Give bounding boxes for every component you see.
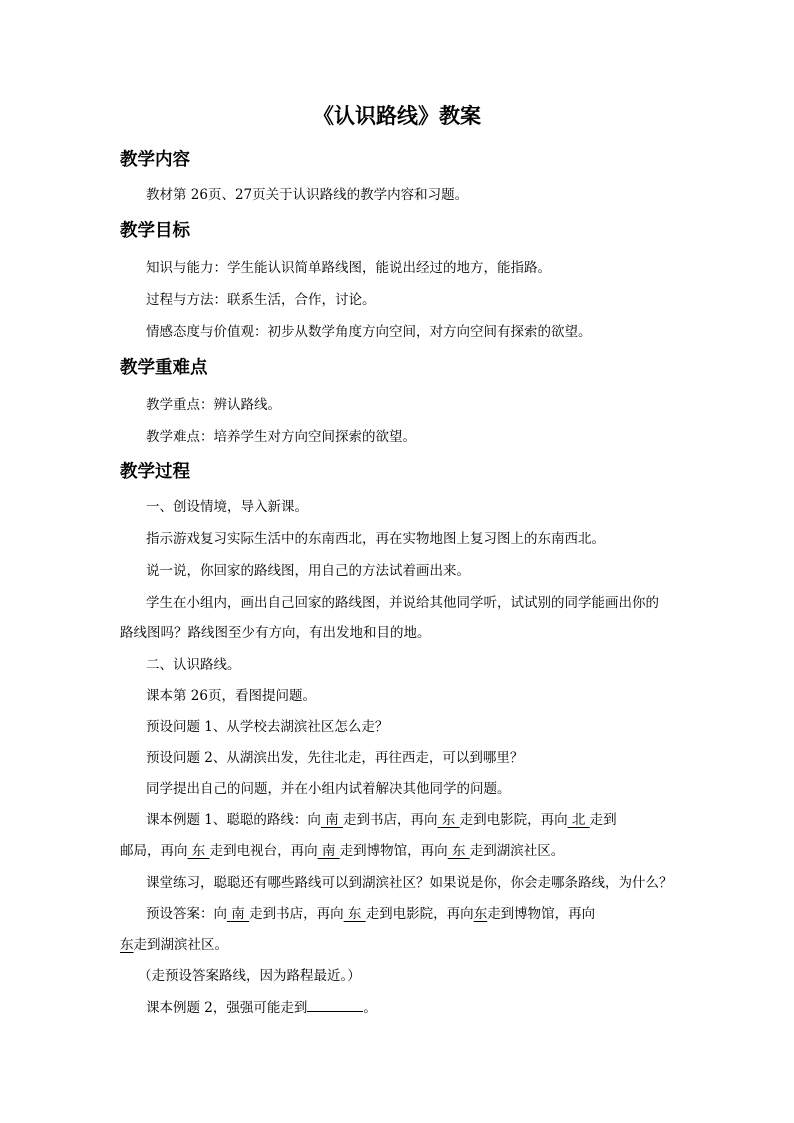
example-2-line xyxy=(146,997,377,1018)
classroom-exercise: 课堂练习，聪聪还有哪些路线可以到湖滨社区？如果说是你，你会走哪条路线，为什么？ xyxy=(146,875,673,891)
example-1-text: 走到湖滨社区。 xyxy=(469,843,565,859)
preset-question-2: 预设问题 2、从湖滨出发，先往北走，再往西走，可以到哪里？ xyxy=(146,750,524,766)
example-1-text: 走到博物馆，再向 xyxy=(339,843,448,859)
example-2-text: 课本例题 2，强强可能走到 xyxy=(146,1000,308,1016)
direction-answer: 北 xyxy=(567,812,590,828)
preset-answer-text: 走到博物馆，再向 xyxy=(487,906,596,922)
key-point-difficulty: 教学难点：培养学生对方向空间探索的欲望。 xyxy=(146,429,416,445)
example-1-text: 邮局，再向 xyxy=(120,843,188,859)
goal-item-process: 过程与方法：联系生活，合作，讨论。 xyxy=(146,292,376,308)
preset-answer-text: 走到湖滨社区。 xyxy=(133,937,228,953)
example-1-text: 走到 xyxy=(589,812,617,828)
process-paragraph-group-line1: 学生在小组内，画出自己回家的路线图，并说给其他同学听，试试别的同学能画出你的 xyxy=(146,595,659,611)
direction-answer: 东 xyxy=(120,937,134,953)
paragraph-content: 教材第 26页、27页关于认识路线的教学内容和习题。 xyxy=(146,187,469,203)
direction-answer: 东 xyxy=(437,812,460,828)
process-paragraph-textbook: 课本第 26页，看图提问题。 xyxy=(146,688,316,704)
key-point-focus: 教学重点：辨认路线。 xyxy=(146,397,281,413)
preset-question-1: 预设问题 1、从学校去湖滨社区怎么走？ xyxy=(146,719,389,735)
heading-teaching-content: 教学内容 xyxy=(120,150,190,170)
example-1-text: 课本例题 1、聪聪的路线：向 xyxy=(146,812,321,828)
process-paragraph-game: 指示游戏复习实际生活中的东南西北，再在实物地图上复习图上的东南西北。 xyxy=(146,531,605,547)
direction-answer: 东 xyxy=(187,843,210,859)
process-paragraph-draw: 说一说，你回家的路线图，用自己的方法试着画出来。 xyxy=(146,563,470,579)
process-step-2: 二、认识路线。 xyxy=(146,657,241,673)
direction-answer: 东 xyxy=(447,843,470,859)
fill-in-blank xyxy=(307,997,363,1012)
preset-answer-note: （走预设答案路线，因为路程最近。） xyxy=(138,968,361,984)
direction-answer: 南 xyxy=(320,812,343,828)
direction-answer: 南 xyxy=(227,906,250,922)
heading-teaching-goals: 教学目标 xyxy=(120,221,190,241)
direction-answer: 东 xyxy=(473,906,488,922)
process-paragraph-students: 同学提出自己的问题，并在小组内试着解决其他同学的问题。 xyxy=(146,781,511,797)
example-1-line2 xyxy=(120,841,564,861)
example-1-text: 走到电影院，再向 xyxy=(459,812,568,828)
goal-item-knowledge: 知识与能力：学生能认识简单路线图，能说出经过的地方，能指路。 xyxy=(146,260,551,276)
preset-answer-text: 预设答案：向 xyxy=(146,906,227,922)
preset-answer-text: 走到电影院，再向 xyxy=(365,906,474,922)
preset-answer-text: 走到书店，再向 xyxy=(249,906,344,922)
heading-teaching-process: 教学过程 xyxy=(120,462,190,482)
preset-answer-line2 xyxy=(120,935,228,955)
example-1-text: 走到电视台，再向 xyxy=(209,843,318,859)
process-paragraph-group-line2: 路线图吗？路线图至少有方向，有出发地和目的地。 xyxy=(120,625,431,641)
direction-answer: 东 xyxy=(343,906,366,922)
document-title: 《认识路线》教案 xyxy=(313,103,481,128)
goal-item-attitude: 情感态度与价值观：初步从数学角度方向空间，对方向空间有探索的欲望。 xyxy=(146,324,592,340)
preset-answer-line1 xyxy=(146,904,595,924)
example-1-line1 xyxy=(146,810,617,830)
direction-answer: 南 xyxy=(317,843,340,859)
process-step-1: 一、创设情境，导入新课。 xyxy=(146,499,308,515)
heading-key-points: 教学重难点 xyxy=(120,358,208,378)
example-1-text: 走到书店，再向 xyxy=(342,812,438,828)
example-2-text: 。 xyxy=(363,1000,377,1016)
